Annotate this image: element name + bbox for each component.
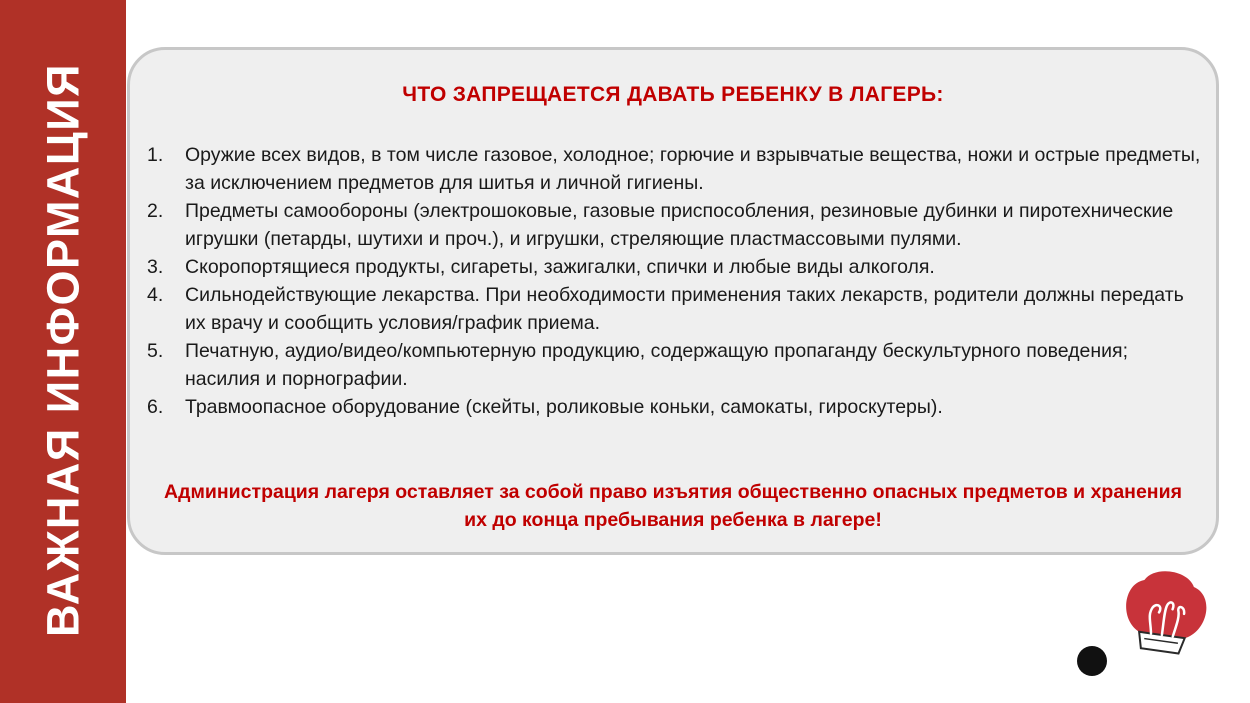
list-item bbox=[147, 197, 1207, 253]
chef-hat-icon bbox=[1075, 565, 1210, 680]
side-band bbox=[0, 0, 126, 703]
list-item bbox=[147, 393, 1207, 421]
item-text: Печатную, аудио/видео/компьютерную продукцию, содержащую пропаганду бескультурного поведения; насилия и порнографии. bbox=[185, 340, 1129, 390]
list-item bbox=[147, 337, 1207, 393]
prohibited-items-list bbox=[147, 141, 1207, 421]
administration-note: Администрация лагеря оставляет за собой право изъятия общественно опасных предметов и хранения их до конца пребывания ребенка в лагере! bbox=[164, 481, 1182, 531]
item-number: 6. bbox=[147, 396, 164, 418]
item-text: Скоропортящиеся продукты, сигареты, зажигалки, спички и любые виды алкоголя. bbox=[185, 256, 935, 278]
item-number: 5. bbox=[147, 340, 164, 362]
list-item bbox=[147, 253, 1207, 281]
item-number: 4. bbox=[147, 284, 164, 306]
item-text: Сильнодействующие лекарства. При необходимости применения таких лекарств, родители должны передать их врачу и сообщить условия/график приема. bbox=[185, 284, 1184, 334]
list-item bbox=[147, 141, 1207, 197]
item-text: Предметы самообороны (электрошоковые, газовые приспособления, резиновые дубинки и пиротехнические игрушки (петарды, шутихи и проч.), и игрушки, стреляющие пластмассовыми пулями. bbox=[185, 200, 1174, 250]
side-title: ВАЖНАЯ ИНФОРМАЦИЯ bbox=[37, 63, 89, 637]
info-panel bbox=[127, 47, 1219, 555]
item-text: Оружие всех видов, в том числе газовое, холодное; горючие и взрывчатые вещества, ножи и острые предметы, за исключением предметов для шитья и личной гигиены. bbox=[185, 144, 1201, 194]
item-text: Травмоопасное оборудование (скейты, роликовые коньки, самокаты, гироскутеры). bbox=[185, 396, 943, 418]
item-number: 1. bbox=[147, 144, 164, 166]
item-number: 2. bbox=[147, 200, 164, 222]
list-item bbox=[147, 281, 1207, 337]
item-number: 3. bbox=[147, 256, 164, 278]
panel-title: ЧТО ЗАПРЕЩАЕТСЯ ДАВАТЬ РЕБЕНКУ В ЛАГЕРЬ: bbox=[402, 83, 944, 106]
